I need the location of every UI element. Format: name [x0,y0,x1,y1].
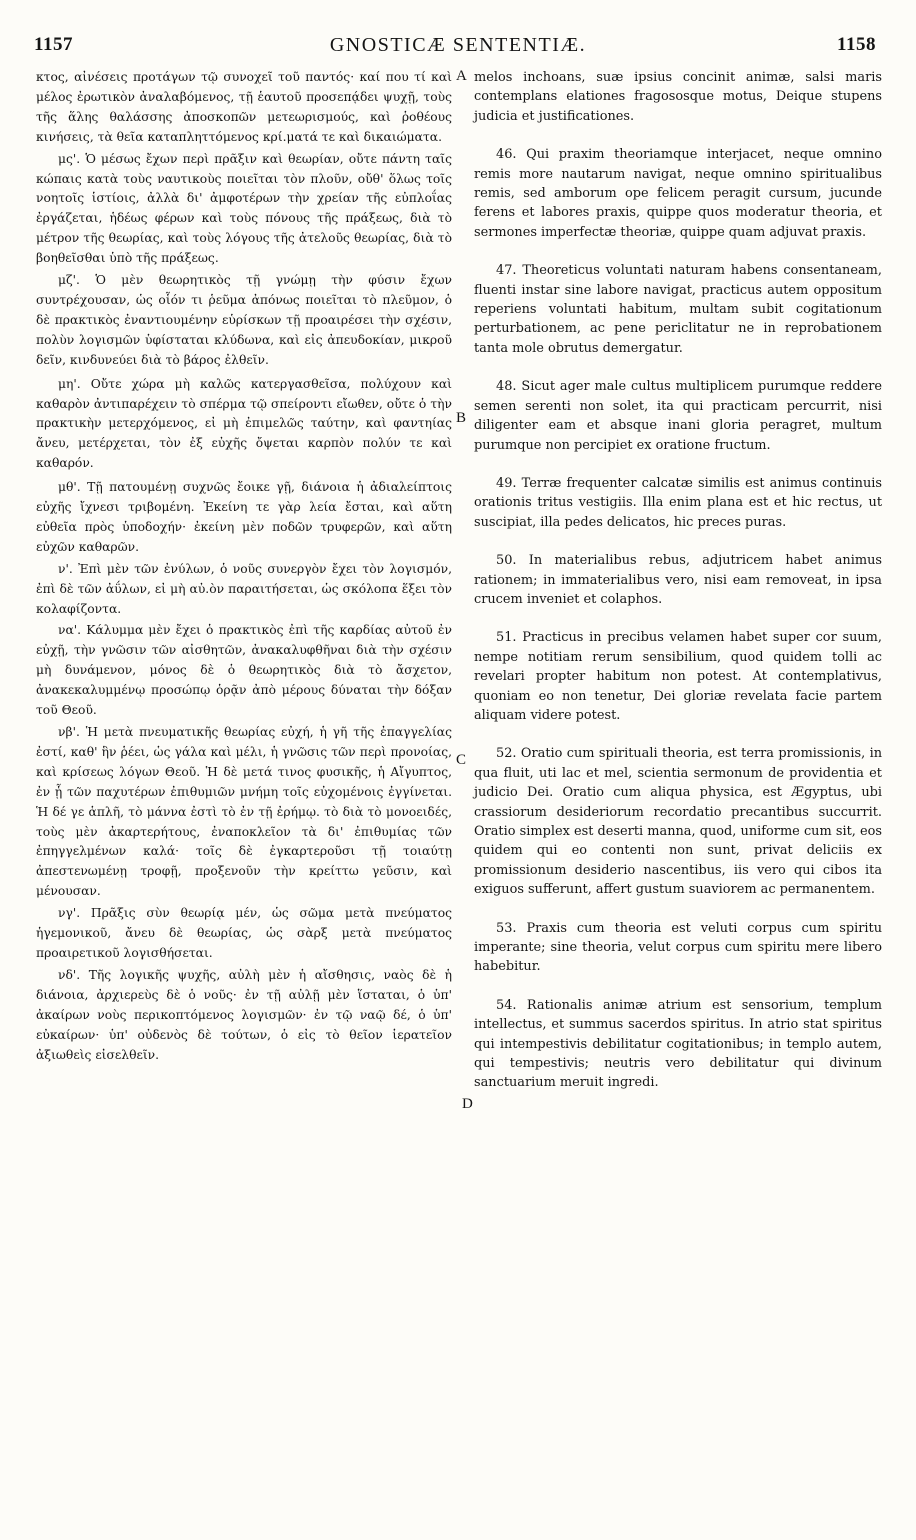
greek-paragraph: να'. Κάλυμμα μὲν ἔχει ὁ πρακτικὸς ἐπὶ τῆς καρδίας αὐτοῦ ἐν εὐχῇ, τὴν γνῶσιν τῶν αἰσθητῶν, ἀνακαλυφθῆναι διὰ τὴν σχέσιν μὴ δυνάμενον, μόνος δὲ ὁ θεωρητικὸς διὰ τὸ ἄσχετον, ἀνακεκαλυμμένῳ προσώπῳ ὁρᾷν ἀπὸ μέρους δύναται τὴν δόξαν τοῦ Θεοῦ. [36,623,452,718]
latin-paragraph: melos inchoans, suæ ipsius concinit animæ, salsi maris contemplans elationes fragososque motus, Deique stupens judicia et justificationes. [474,70,882,124]
latin-paragraph: 48. Sicut ager male cultus multiplicem purumque reddere semen serenti non solet, ita qui practicam percurrit, nisi diligenter eam et absque inani gloria peragret, multum purumque non percipiet ex oratione fructum. [474,379,882,453]
margin-letter-a: A [456,68,467,84]
page-header [0,0,916,62]
greek-paragraph: μζ'. Ὁ μὲν θεωρητικὸς τῇ γνώμῃ τὴν φύσιν ἔχων συντρέχουσαν, ὡς οἷόν τι ῥεῦμα ἀπόνως ποιεῖται τὸ πλεῦμον, ὁ δὲ πρακτικὸς ἐναντιουμένην εὑρίσκων τῇ προαιρέσει τὴν σχέσιν, πολὺν λογισμῶν ὑφίσταται κλύδωνα, καὶ εἰς ἀπευδοκίαν, μικροῦ δεῖν, κινδυνεύει διὰ τὸ βάρος ἐλθεῖν. [36,273,452,367]
margin-letter-b: B [456,410,467,426]
greek-paragraph: νδ'. Τῆς λογικῆς ψυχῆς, αὐλὴ μὲν ἡ αἴσθησις, ναὸς δὲ ἡ διάνοια, ἀρχιερεὺς δὲ ὁ νοῦς· ἐν τῇ αὐλῇ μὲν ἵσταται, ὁ ὑπ' ἀκαίρων νοὺς περικοπτόμενος λογισμῶν· ἐν τῷ ναῷ δέ, ὁ ὑπ' εὐκαίρων· ὑπ' οὐδενὸς δὲ τούτων, ὁ εἰς τὸ θεῖον ἱερατεῖον ἀξιωθεὶς εἰσελθεῖν. [36,967,452,1062]
greek-column [36,68,452,1067]
greek-paragraph: μς'. Ὁ μέσως ἔχων περὶ πρᾶξιν καὶ θεωρίαν, οὔτε πάντη ταῖς κώπαις κατὰ τοὺς ναυτικοὺς ποιεῖται τὸν πλοῦν, οὔθ' ὅλως τοῖς νοητοῖς ἱστίοις, ἀλλὰ δι' ἀμφοτέρων τὴν χρείαν τῆς εὐπλοΐας ἐργάζεται, ἡδέως φέρων καὶ τοὺς πόνους τῆς πράξεως, διὰ τὸ μέτρον τῆς θεωρίας, καὶ τοὺς λόγους τῆς ἀτελοῦς θεωρίας, διὰ τὸ βοηθεῖσθαι ὑπὸ τῆς πράξεως. [36,151,452,266]
greek-paragraph: μθ'. Τῇ πατουμένῃ συχνῶς ἔοικε γῇ, διάνοια ἡ ἀδιαλείπτοις εὐχῆς ἴχνεσι τριβομένη. Ἐκείνη τε γὰρ λεία ἔσται, καὶ αὕτη εὐθεῖα πρὸς ὑποδοχήν· ἐκείνη μὲν ποδῶν τρυφερῶν, καὶ αὕτη εὐχῶν καθαρῶν. [36,480,452,554]
latin-paragraph: 54. Rationalis animæ atrium est sensorium, templum intellectus, et summus sacerdos spiritus. In atrio stat spiritus qui intempestivis debilitatur cogitationibus; in templo autem, qui tempestivis; neutris vero debilitatur qui divinum sanctuarium meruit ingredi. [474,997,882,1091]
latin-paragraph: 49. Terræ frequenter calcatæ similis est animus continuis orationis tritus vestigiis. Illa enim plana est et hic rectus, ut suscipiat, illa pedes delicatos, hic preces puras. [474,475,882,530]
greek-paragraph: κτος, αἰνέσεις προτάγων τῷ συνοχεῖ τοῦ παντός· καί που τί καὶ μέλος ἐρωτικὸν ἀναλαβόμενος, τῇ ἑαυτοῦ προσεπᾴδει ψυχῇ, τοὺς τῆς ἅλης θαλάσσης ἀποσκοπῶν μετεωρισμούς, καὶ ῥοθέους κινήσεις, τὰ θεῖα καταπληττόμενος κρί.ματά τε καὶ δικαιώματα. [36,70,452,144]
latin-paragraph: 46. Qui praxim theoriamque interjacet, neque omnino remis more nautarum navigat, neque omnino spiritualibus remis, sed amborum ope felicem peragit cursum, jucunde ferens et labores praxis, quippe quos moderatur theoria, et sermones imperfectæ theoriæ, quippe quam adjuvat praxis. [474,147,882,240]
margin-letter-c: C [456,752,467,768]
page-number-right: 1158 [837,34,876,55]
latin-paragraph: 50. In materialibus rebus, adjutricem habet animus rationem; in immaterialibus vero, nisi eam removeat, in ipsa crucem inveniet et colaphos. [474,553,882,607]
page-number-left: 1157 [34,34,73,55]
greek-paragraph: μη'. Οὔτε χώρα μὴ καλῶς κατεργασθεῖσα, πολύχουν καὶ καθαρὸν ἀντιπαρέχειν τὸ σπέρμα τῷ σπείροντι εἴωθεν, οὔτε ὁ τὴν πρακτικὴν μετερχόμενος, εἰ μὴ ἐπιμελῶς ταύτην, καὶ φαντηίας ἄνευ, μετέρχεται, τὸν ἐξ εὐχῆς ὄψεται καρπὸν πολύν τε καὶ καθαρόν. [36,376,452,471]
running-title: GNOSTICÆ SENTENTIÆ. [329,34,587,56]
latin-paragraph: 47. Theoreticus voluntati naturam habens consentaneam, fluenti instar sine labore navigat, practicus autem oppositum reperiens voluntati habitum, multam subit cogitationum perturbationem, ac pene periclitatur ne in reprobationem tanta mole obrutus demergatur. [474,263,882,356]
latin-paragraph: 53. Praxis cum theoria est veluti corpus cum spiritu imperante; sine theoria, velut corpus cum spiritu mere libero habebitur. [474,920,882,975]
latin-paragraph: 52. Oratio cum spirituali theoria, est terra promissionis, in qua fluit, uti lac et mel, scientia sermonum de providentia et judicio Dei. Oratio cum aliqua physica, est Ægyptus, ubi crassiorum desideriorum recordatio precantibus succurrit. Oratio simplex est deserti manna, quod, uniforme cum sit, eos quidem qui eo contenti non sunt, privat deliciis ex promissionum desiderio nascentibus, iis vero qui cibos ita exiguos sufferunt, affert gustum suaviorem ac permanentem. [474,746,882,898]
greek-paragraph: ν'. Ἐπὶ μὲν τῶν ἐνύλων, ὁ νοῦς συνεργὸν ἔχει τὸν λογισμόν, ἐπὶ δὲ τῶν ἀΰλων, εἰ μὴ αὐ.ὸν παραιτήσεται, ὡς σκόλοπα ἕξει τὸν κολαφίζοντα. [36,561,452,616]
margin-letter-d: D [462,1096,473,1112]
greek-paragraph: νβ'. Ἡ μετὰ πνευματικῆς θεωρίας εὐχή, ἡ γῆ τῆς ἐπαγγελίας ἐστί, καθ' ἣν ῥέει, ὡς γάλα καὶ μέλι, ἡ γνῶσις τῶν περὶ προνοίας, καὶ κρίσεως λόγων Θεοῦ. Ἡ δὲ μετά τινος φυσικῆς, ἡ Αἴγυπτος, ἐν ᾗ τῶν παχυτέρων ἐπιθυμιῶν μνήμη τοῖς εὐχομένοις ἐγγίνεται. Ἡ δέ γε ἁπλῆ, τὸ μάννα ἐστὶ τὸ ἐν τῇ ἐρήμῳ. τὸ διὰ τὸ μονοειδές, τοὺς μὲν ἀκαρτερήτους, ἐναποκλεῖον τὰ δι' ἐπιθυμίας τῶν ἐπηγγελμένων καλά· τοῖς δὲ ἐγκαρτεροῦσι τῇ τοιαύτῃ ἀπεστενωμένῃ τροφῇ, προξενοῦν τὴν κρείττω γεῦσιν, καὶ μένουσαν. [36,725,452,899]
latin-paragraph: 51. Practicus in precibus velamen habet super cor suum, nempe notitiam rerum sensibilium, quod quidem tolli ac revelari propter habitum non potest. At contemplativus, quoniam eo non tenetur, Dei gloriæ revelata facie partem aliquam videre potest. [474,630,882,723]
greek-paragraph: νγ'. Πρᾶξις σὺν θεωρίᾳ μέν, ὡς σῶμα μετὰ πνεύματος ἡγεμονικοῦ, ἄνευ δὲ θεωρίας, ὡς σὰρξ μετὰ πνεύματος προαιρετικοῦ λογισθήσεται. [36,906,452,960]
latin-column [474,68,882,1112]
